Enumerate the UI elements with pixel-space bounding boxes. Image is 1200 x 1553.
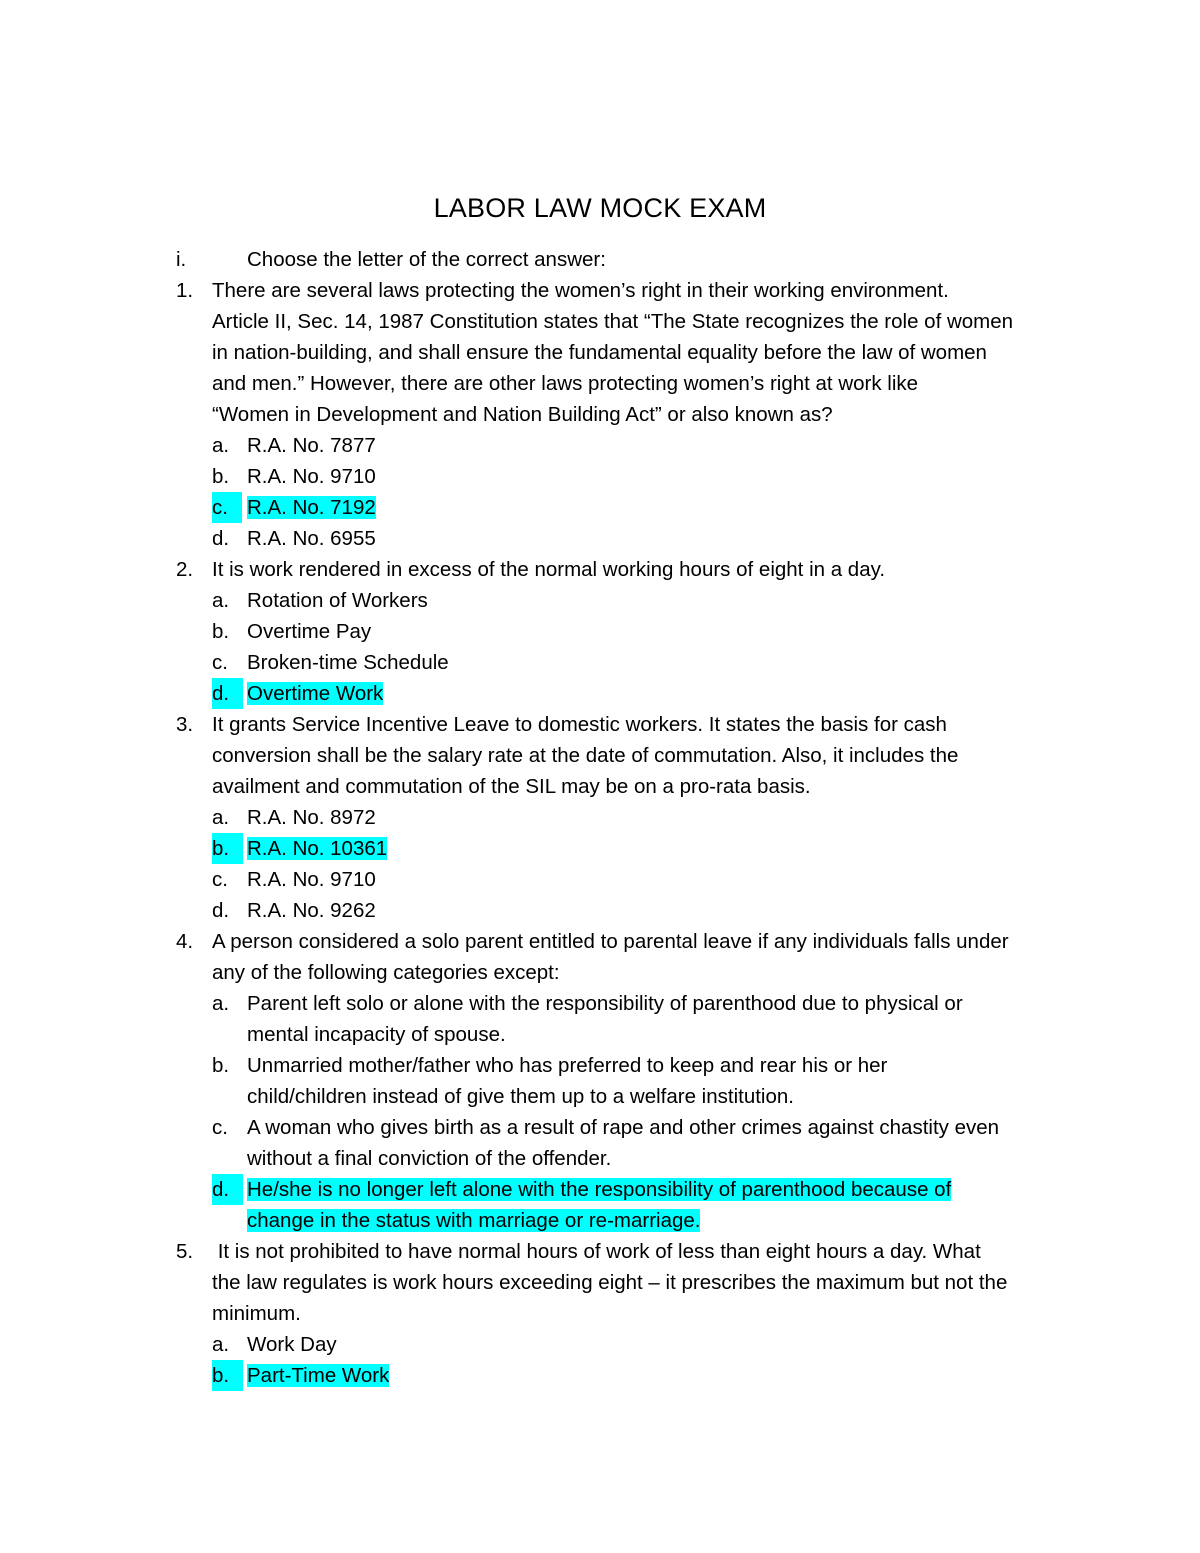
question-text-line: Article II, Sec. 14, 1987 Constitution states that “The State recognizes the role of women: [212, 310, 1014, 333]
question-text-line: It is work rendered in excess of the normal working hours of eight in a day.: [212, 558, 886, 581]
question-number: 1.: [176, 279, 194, 302]
question-2-option-a: [176, 585, 1076, 616]
question-2-option-c: [176, 647, 1076, 678]
question-text-line: “Women in Development and Nation Building Act” or also known as?: [212, 403, 833, 426]
question-1-option-c-answer: [176, 492, 1076, 523]
question-4-option-b: [176, 1050, 1076, 1112]
question-5-option-a: [176, 1329, 1076, 1360]
question-text-line: any of the following categories except:: [212, 961, 560, 984]
option-text: Rotation of Workers: [247, 589, 428, 612]
exam-content: [176, 244, 1076, 1391]
option-text: R.A. No. 9710: [247, 868, 376, 891]
question-text-line: the law regulates is work hours exceeding eight – it prescribes the maximum but not the: [212, 1271, 1008, 1294]
option-letter: a.: [212, 589, 230, 612]
option-text: R.A. No. 8972: [247, 806, 376, 829]
option-text-line: Unmarried mother/father who has preferred to keep and rear his or her: [247, 1054, 888, 1077]
option-text-line: mental incapacity of spouse.: [247, 1023, 506, 1046]
option-text: R.A. No. 9262: [247, 899, 376, 922]
question-text-line: availment and commutation of the SIL may be on a pro-rata basis.: [212, 775, 811, 798]
question-number: 3.: [176, 713, 194, 736]
question-4: [176, 926, 1076, 988]
option-text: R.A. No. 6955: [247, 527, 376, 550]
option-text-line: without a final conviction of the offender.: [247, 1147, 612, 1170]
option-letter: d.: [212, 678, 243, 709]
question-number: 4.: [176, 930, 194, 953]
option-letter: c.: [212, 1116, 228, 1139]
option-letter: a.: [212, 434, 230, 457]
question-number: 5.: [176, 1240, 194, 1263]
question-text-line: minimum.: [212, 1302, 301, 1325]
option-letter: c.: [212, 492, 242, 523]
question-2-option-b: [176, 616, 1076, 647]
option-text: Overtime Work: [247, 682, 384, 705]
question-1-option-d: [176, 523, 1076, 554]
option-text: R.A. No. 9710: [247, 465, 376, 488]
question-4-option-d-answer: [176, 1174, 1076, 1236]
question-5: [176, 1236, 1076, 1329]
question-text-line: It is not prohibited to have normal hours of work of less than eight hours a day. What: [212, 1240, 981, 1263]
question-1-option-b: [176, 461, 1076, 492]
question-text-line: conversion shall be the salary rate at the date of commutation. Also, it includes the: [212, 744, 959, 767]
question-text-line: in nation-building, and shall ensure the fundamental equality before the law of women: [212, 341, 987, 364]
exam-title: LABOR LAW MOCK EXAM: [433, 193, 767, 223]
question-3-option-a: [176, 802, 1076, 833]
option-text-line: Parent left solo or alone with the responsibility of parenthood due to physical or: [247, 992, 963, 1015]
option-letter: a.: [212, 992, 230, 1015]
question-3: [176, 709, 1076, 802]
question-2: [176, 554, 1076, 585]
option-letter: d.: [212, 1174, 243, 1205]
option-letter: a.: [212, 1333, 230, 1356]
question-3-option-d: [176, 895, 1076, 926]
question-1: [176, 275, 1076, 430]
option-letter: d.: [212, 527, 230, 550]
question-2-option-d-answer: [176, 678, 1076, 709]
option-letter: b.: [212, 620, 230, 643]
option-letter: a.: [212, 806, 230, 829]
question-text-line: It grants Service Incentive Leave to domestic workers. It states the basis for cash: [212, 713, 947, 736]
question-5-option-b-answer: [176, 1360, 1076, 1391]
instruction: [176, 244, 1076, 275]
option-text-line: He/she is no longer left alone with the responsibility of parenthood because of: [247, 1178, 952, 1201]
question-4-option-a: [176, 988, 1076, 1050]
option-text: Broken-time Schedule: [247, 651, 449, 674]
question-1-option-a: [176, 430, 1076, 461]
option-text: Overtime Pay: [247, 620, 372, 643]
option-letter: b.: [212, 833, 243, 864]
option-text: Work Day: [247, 1333, 337, 1356]
option-letter: c.: [212, 651, 228, 674]
question-text-line: There are several laws protecting the women’s right in their working environment.: [212, 279, 949, 302]
option-text: R.A. No. 7192: [247, 496, 376, 519]
question-text-line: and men.” However, there are other laws protecting women’s right at work like: [212, 372, 919, 395]
option-text-line: child/children instead of give them up to a welfare institution.: [247, 1085, 794, 1108]
option-letter: c.: [212, 868, 228, 891]
instruction-number: i.: [176, 248, 187, 271]
question-number: 2.: [176, 558, 194, 581]
instruction-text: Choose the letter of the correct answer:: [247, 248, 606, 271]
option-letter: b.: [212, 1360, 243, 1391]
question-text-line: A person considered a solo parent entitled to parental leave if any individuals falls under: [212, 930, 1009, 953]
option-text: Part-Time Work: [247, 1364, 390, 1387]
option-text: R.A. No. 7877: [247, 434, 376, 457]
question-3-option-c: [176, 864, 1076, 895]
option-text: R.A. No. 10361: [247, 837, 388, 860]
question-3-option-b-answer: [176, 833, 1076, 864]
option-letter: d.: [212, 899, 230, 922]
option-text-line: A woman who gives birth as a result of rape and other crimes against chastity even: [247, 1116, 1000, 1139]
option-letter: b.: [212, 1054, 230, 1077]
option-text-line: change in the status with marriage or re-marriage.: [247, 1209, 701, 1232]
option-letter: b.: [212, 465, 230, 488]
question-4-option-c: [176, 1112, 1076, 1174]
